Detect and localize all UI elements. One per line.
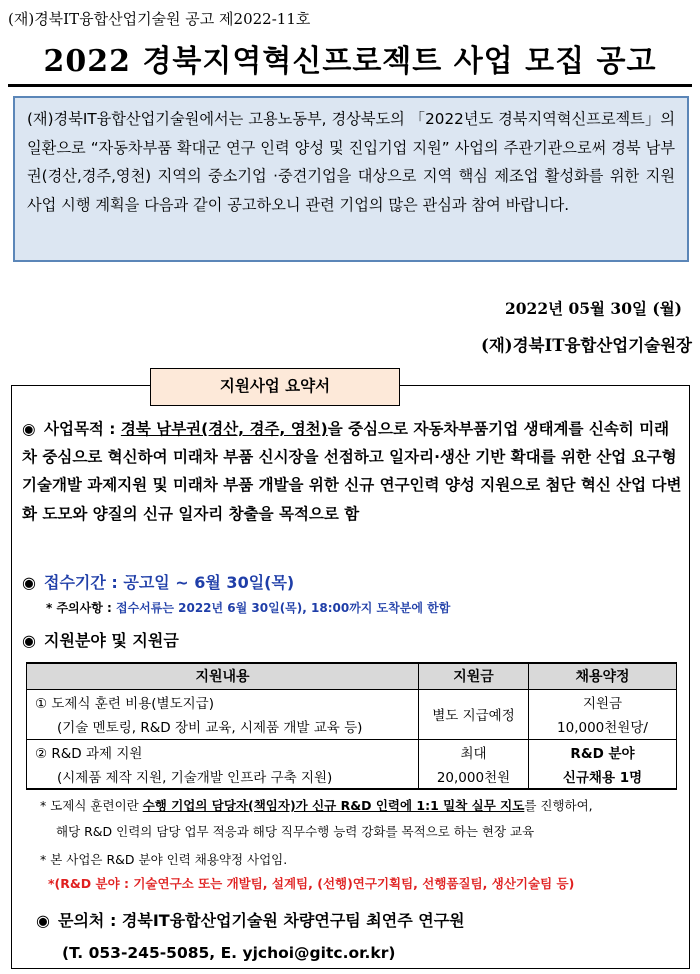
row1-subtitle: (기술 멘토링, R&D 장비 교육, 시제품 개발 교육 등) [27, 714, 419, 739]
table-header-content: 지원내용 [27, 663, 419, 689]
document-number: (재)경북IT융합산업기술원 공고 제2022-11호 [8, 10, 311, 28]
footnote-rd-fields: *(R&D 분야 : 기술연구소 또는 개발팀, 설계팀, (선행)연구기획팀, 선행품질팀, 생산기술팀 등) [48, 876, 575, 891]
period-section [22, 570, 294, 593]
row1-amount: 별도 지급예정 [419, 689, 529, 739]
row2-amount-a: 최대 [419, 739, 529, 764]
period-note [46, 599, 450, 616]
announcement-date: 2022년 05월 30일 (월) [504, 299, 682, 318]
title-divider [8, 84, 692, 87]
purpose-text: 을 중심으로 자동차부품기업 생태계를 신속히 미래차 중심으로 혁신하여 미래차 부품 신시장을 선점하고 일자리·생산 기반 확대를 위한 산업 요구형 기술개발 과제지원 및 미래차 부품 개발을 위한 신규 연구인력 양성 지원으로 첨단 혁신 산업 다변화 도모와 양질의 신규 일자리 창출을 목적으로 함 [22, 420, 682, 523]
table-header-amount: 지원금 [419, 663, 529, 689]
purpose-label: 사업목적 : [44, 420, 121, 438]
hire-line-4: 신규채용 1명 [529, 764, 677, 789]
period-note-text: 접수서류는 2022년 6월 30일(목), 18:00까지 도착분에 한함 [115, 601, 451, 615]
summary-tab-title: 지원사업 요약서 [150, 368, 400, 406]
purpose-region: 경북 남부권(경산, 경주, 영천) [120, 420, 328, 438]
bullet-icon: ◉ [22, 631, 36, 650]
footnote-hiring: * 본 사업은 R&D 분야 인력 채용약정 사업임. [40, 852, 288, 867]
contact-detail: (T. 053-245-5085, E. yjchoi@gitc.or.kr) [62, 944, 396, 962]
fields-title: 지원분야 및 지원금 [44, 631, 179, 650]
support-table [26, 662, 677, 790]
row1-title: ① 도제식 훈련 비용(별도지급) [27, 689, 419, 714]
application-period: 접수기간 : 공고일 ~ 6월 30일(목) [44, 573, 295, 592]
hire-line-1: 지원금 [529, 689, 677, 714]
footnote-apprentice-line2: 해당 R&D 인력의 담당 업무 적응과 해당 직무수행 능력 강화를 목적으로 하는 현장 교육 [56, 824, 535, 839]
intro-box [13, 96, 689, 262]
table-header-hire: 채용약정 [529, 663, 677, 689]
table-row [27, 714, 677, 739]
table-row [27, 764, 677, 789]
contact-text: 문의처 : 경북IT융합산업기술원 차량연구팀 최연주 연구원 [58, 911, 465, 930]
footnote-apprentice-underline: 수행 기업의 담당자(책임자)가 신규 R&D 인력에 1:1 밀착 실무 지도 [142, 798, 525, 813]
bullet-icon: ◉ [22, 573, 36, 592]
footnote-apprentice-pre: * 도제식 훈련이란 [40, 798, 143, 813]
row2-subtitle: (시제품 제작 지원, 기술개발 인프라 구축 지원) [27, 764, 419, 789]
bullet-icon: ◉ [36, 911, 50, 930]
table-row [27, 739, 677, 764]
hire-line-3: R&D 분야 [529, 739, 677, 764]
intro-text: (재)경북IT융합산업기술원에서는 고용노동부, 경상북도의 「2022년도 경북지역혁신프로젝트」의 일환으로 “자동차부품 확대군 연구 인력 양성 및 진입기업 지원” 사업의 주관기관으로써 경북 남부권(경산,경주,영천) 지역의 중소기업 ·중견기업을 대상으로 지역 핵심 제조업 활성화를 위한 지원 사업 시행 계획을 다음과 같이 공고하오니 관련 기업의 많은 관심과 참여 바랍니다. [27, 110, 675, 214]
contact-section [36, 908, 465, 931]
fields-section [22, 628, 179, 651]
row2-title: ② R&D 과제 지원 [27, 739, 419, 764]
organization-name: (재)경북IT융합산업기술원장 [481, 336, 692, 355]
bullet-icon: ◉ [22, 420, 36, 438]
period-note-label: * 주의사항 : [46, 601, 116, 615]
hire-line-2: 10,000천원당/ [529, 714, 677, 739]
row2-amount-b: 20,000천원 [419, 764, 529, 789]
purpose-section [22, 415, 684, 528]
table-row [27, 689, 677, 714]
footnote-apprentice [40, 796, 593, 814]
footnote-apprentice-post: 를 진행하여, [524, 798, 593, 813]
page-title: 2022 경북지역혁신프로젝트 사업 모집 공고 [43, 44, 657, 79]
